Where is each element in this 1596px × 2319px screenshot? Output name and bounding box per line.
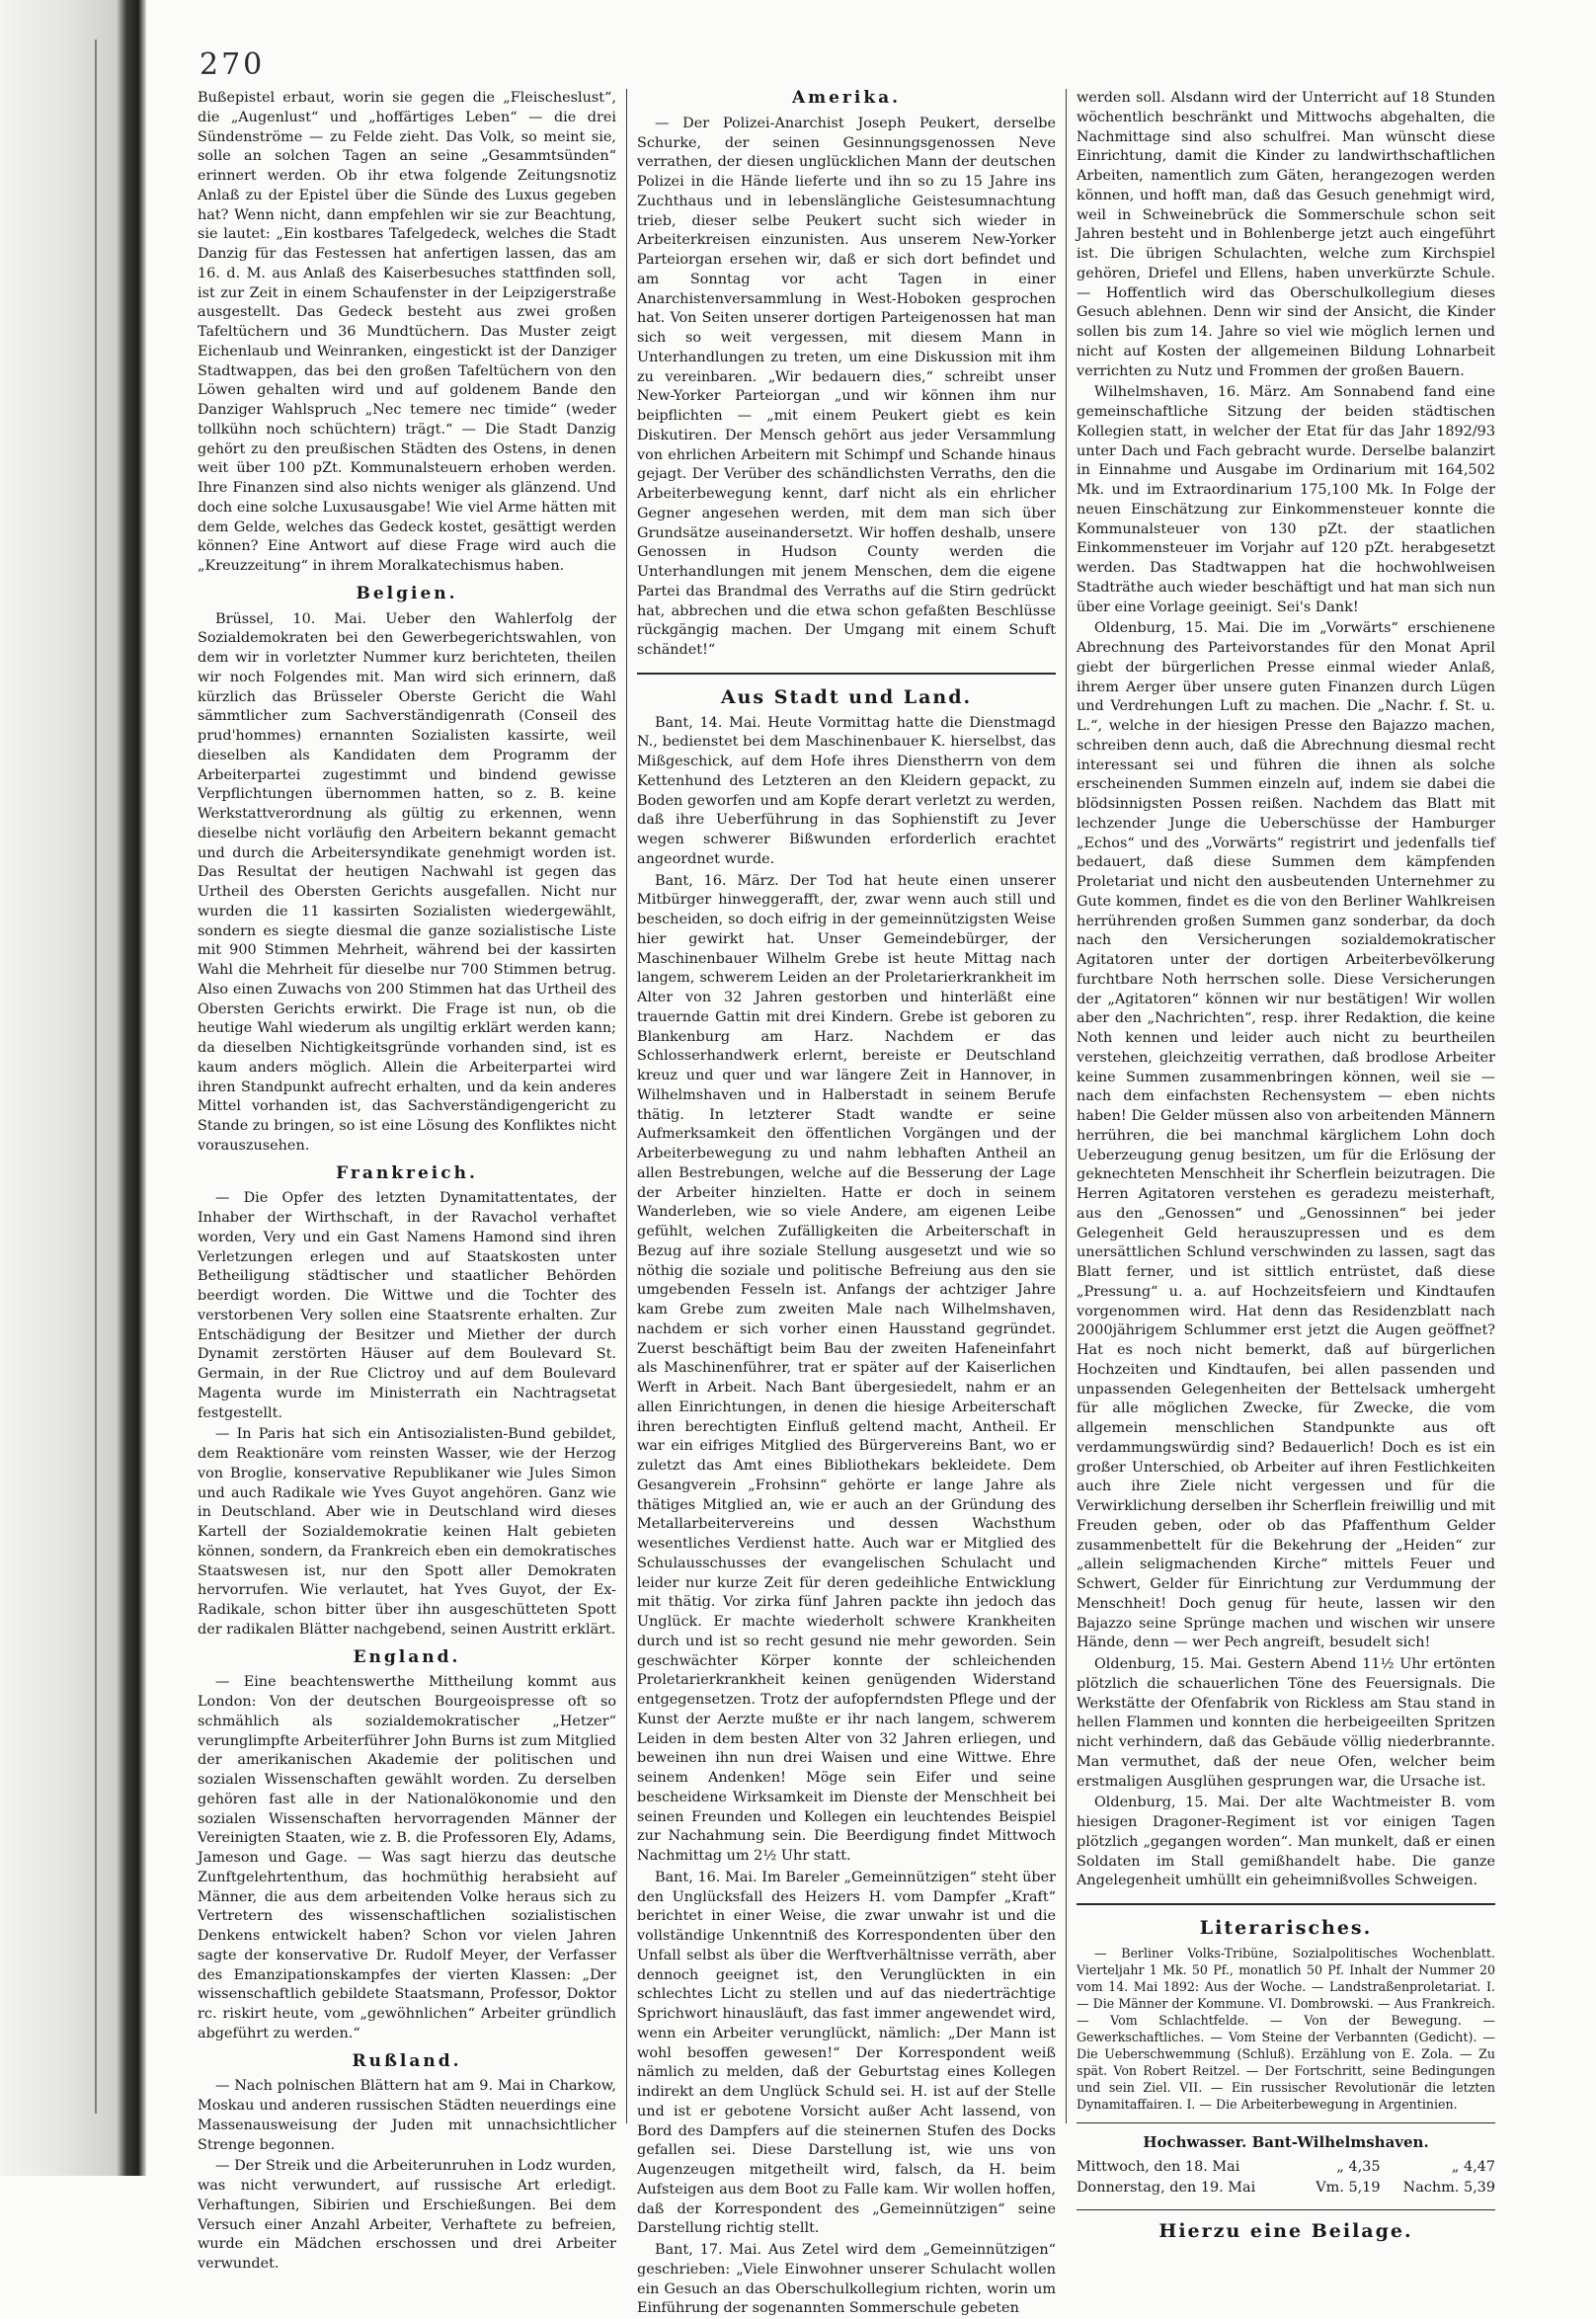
tide-morning: Vm. 5,19 [1316,2180,1381,2197]
article-paragraph: Bant, 14. Mai. Heute Vormittag hatte die Dienstmagd N., bedienstet bei dem Maschinenbauer K. hierselbst, das Mißgeschick, auf dem Hofe ihres Dienstherrn von dem Kettenhund des Letzteren an den Kleidern gepackt, zu Boden geworfen und am Kopfe derart verletzt zu werden, daß ihre Ueberführung in das Sophienstift zu Jever wegen schwerer Bißwunden erforderlich erachtet angeordnet wurde. [637,714,1056,867]
section-heading-england: England. [353,1646,461,1667]
supplement-notice: Hierzu eine Beilage. [1158,2220,1413,2242]
article-paragraph: Bant, 16. März. Der Tod hat heute einen unserer Mitbürger hinweggerafft, der, zwar wenn auch still und bescheiden, so doch eifrig in der gemeinnützigsten Weise hier gewirkt hat. Unser Gemeindebürger, der Maschinenbauer Wilhelm Grebe ist heute Mittag nach langem, schwerem Leiden an der Proletarierkrankheit im Alter von 32 Jahren gestorben und hinterläßt eine trauernde Gattin mit drei Kindern. Grebe ist geboren zu Blankenburg am Harz. Nachdem er das Schlosserhandwerk erlernt, bereiste er Deutschland kreuz und quer und war längere Zeit in Hannover, in Wilhelmshaven und in Halberstadt in seinem Berufe thätig. In letzterer Stadt wandte er seine Aufmerksamkeit den öffentlichen Vorgängen und der Arbeiterbewegung zu und nahm lebhaften Antheil an allen Bestrebungen, welche auf die Besserung der Lage der Arbeiter hinzielten. Hatte er doch in seinem Wanderleben, wie so viele Andere, am eigenen Leibe gefühlt, welchen Zufälligkeiten die Arbeiterschaft in Bezug auf ihre soziale Stellung ausgesetzt und wie so nöthig die soziale und politische Befreiung aus den sie umgebenden Fesseln ist. Anfangs der achtziger Jahre kam Grebe zum zweiten Male nach Wilhelmshaven, nachdem er sich vorher einen Hausstand gegründet. Zuerst beschäftigt beim Bau der zweiten Hafeneinfahrt als Maschinenführer, trat er später auf der Kaiserlichen Werft in Arbeit. Nach Bant übergesiedelt, nahm er an allen Einrichtungen, in denen die hiesige Arbeiterschaft ihren berechtigten Einfluß geltend macht, Antheil. Er war ein eifriges Mitglied des Bürgervereins Bant, wo er zuletzt das Amt eines Bibliothekars bekleidete. Dem Gesangverein „Frohsinn“ gehörte er lange Jahre als thätiges Mitglied an, wie er auch an der Gründung des Metallarbeitervereins und dessen Wachsthum wesentliches Verdienst hatte. Auch war er Mitglied des Schulausschusses der evangelischen Schulacht und leider nur kurze Zeit für deren gedeihliche Entwicklung mit thätig. Vor zirka fünf Jahren packte ihn jedoch das Unglück. Er machte wiederholt schwere Krankheiten durch und ist so recht gesund nie mehr geworden. Sein geschwächter Körper konnte der schleichenden Proletarierkrankheit keinen genügenden Widerstand entgegensetzen. Trotz der aufopferndsten Pflege und der Kunst der Aerzte mußte er ihr nach langem, schwerem Leiden in dem besten Alter von 32 Jahren erliegen, und beweinen ihn nun drei Waisen und eine Wittwe. Ehre seinem Andenken! Möge sein Eifer und seine bescheidene Wirksamkeit im Dienste der Menschheit bei seinen Freunden und Kollegen ein leuchtendes Beispiel zur Nachahmung sein. Die Beerdigung findet Mittwoch Nachmittag um 2½ Uhr statt. [637,872,1056,1864]
column-1 [198,89,616,2272]
article-paragraph: — Eine beachtenswerthe Mittheilung kommt aus London: Von der deutschen Bourgeoispresse oft so schmählich als sozialdemokratischer „Hetzer“ verunglimpfte Arbeiterführer John Burns ist zum Mitglied der amerikanischen Akademie der politischen und sozialen Wissenschaften gewählt worden. Zu derselben gehören fast alle in der Nationalökonomie und den sozialen Wissenschaften hervorragenden Männer der Vereinigten Staaten, wie z. B. die Professoren Ely, Adams, Jameson und Gage. — Was sagt hierzu das deutsche Zunftgelehrtenthum, das hochmüthig herabsieht auf Männer, die aus dem arbeitenden Volke heraus sich zu Vertretern des wissenschaftlichen sozialistischen Denkens entwickelt haben? Schon vor vielen Jahren sagte der konservative Dr. Rudolf Meyer, der Verfasser des Emanzipationskampfes der vierten Klassen: „Der wissenschaftlich gebildete Staatsmann, Professor, Doktor rc. riskirt heute, vom „gewöhnlichen“ Arbeiter gründlich abgeführt zu werden.“ [198,1674,616,2041]
article-paragraph: Oldenburg, 15. Mai. Die im „Vorwärts“ erschienene Abrechnung des Parteivorstandes für den Monat April giebt der bürgerlichen Presse einmal wieder Anlaß, ihrem Aerger über unsere guten Finanzen durch Lügen und Verdrehungen Luft zu machen. Die „Nachr. f. St. u. L.“, welche in der hiesigen Presse den Bajazzo machen, schreiben denn auch, daß die Abrechnung diesmal recht interessant sei und führen die ihnen als solche erscheinenden Summen einzeln auf, indem sie dabei die blödsinnigsten Possen reißen. Nachdem das Blatt mit lechzender Junge die Ueberschüsse der Hamburger „Echos“ und des „Vorwärts“ registrirt und jedenfalls tief bedauert, daß diese Summen dem kämpfenden Proletariat und nicht den ausbeutenden Unternehmer zu Gute kommen, findet es die von den Berliner Wahlkreisen herrührenden großen Summen ganz sonderbar, da doch nach den Versicherungen sozialdemokratischer Agitatoren unter der dortigen Arbeiterbevölkerung furchtbare Noth herrschen solle. Diese Versicherungen der „Agitatoren“ können wir nur bestätigen! Wir wollen aber den „Nachrichten“, resp. ihrer Redaktion, die keine Noth kennen und leider auch nicht zu beurtheilen verstehen, gleichzeitig verrathen, daß brodlose Arbeiter keine Summen zusammenbringen können, weil sie — nach dem einfachsten Rechensystem — eben nichts haben! Die Gelder müssen also von arbeitenden Männern herrühren, die bei manchmal kärglichem Lohn doch Ueberzeugung genug besitzen, um für die Erlösung der geknechteten Menschheit ihr Scherflein beizutragen. Die Herren Agitatoren verstehen es geradezu meisterhaft, aus den „Genossen“ und „Genossinnen“ bei jeder Gelegenheit Geld herauszupressen und es dem unersättlichen Schlund verschwinden zu lassen, sagt das Blatt ferner, und ist sittlich entrüstet, daß diese „Pressung“ u. a. auf Hochzeitsfeiern und Kindtaufen vorgenommen wird. Hat denn das Residenzblatt nach 2000jährigem Schlummer erst jetzt die Augen geöffnet? Hat es noch nicht bemerkt, daß auf bürgerlichen Hochzeiten und Kindtaufen, bei allen passenden und unpassenden Gelegenheiten der Bettelsack umhergeht für alle möglichen Zwecke, für Zwecke, die vom allgemein menschlichen Standpunkte aus oft verdammungswürdig sind? Bedauerlich! Doch es ist ein großer Unterschied, ob Arbeiter auf ihren Festlichkeiten auch ihre Ziele nicht vergessen und für die Verwirklichung derselben ihr Scherflein freiwillig und mit Freuden geben, oder ob das Pfaffenthum Gelder zusammenbettelt für die Bekehrung der „Heiden“ zur „allein seligmachenden Kirche“ mittels Feuer und Schwert, Gelder für Einrichtung zur Verdummung der Menschheit! Doch genug für heute, lassen wir den Bajazzo seine Sprünge machen und wischen wir unsere Hände, denn — wer Pech angreift, besudelt sich! [1077,620,1495,1651]
tide-evening: Nachm. 5,39 [1402,2180,1495,2197]
section-heading-stadt-und-land: Aus Stadt und Land. [720,685,973,708]
article-paragraph: Bant, 17. Mai. Aus Zetel wird dem „Gemeinnützigen“ geschrieben: „Viele Einwohner unserer Schulacht wollen ein Gesuch an das Oberschulkollegium richten, worin um Einführung der sogenannten Sommerschule gebeten [637,2242,1056,2317]
table-row [1077,2157,1495,2179]
section-divider [1077,2209,1495,2210]
article-paragraph: — Der Polizei-Anarchist Joseph Peukert, derselbe Schurke, der seinen Gesinnungsgenossen Neve verrathen, der diesen unglücklichen Mann der deutschen Polizei in die Hände lieferte und ihn so zu 15 Jahre ins Zuchthaus und in lebenslängliche Geistesumnachtung trieb, dieser selbe Peukert sucht sich wieder in Arbeiterkreisen einzunisten. Aus unserem New-Yorker Parteiorgan ersehen wir, daß er sich dort befindet und am Sonntag vor acht Tagen in einer Anarchistenversammlung in West-Hoboken gesprochen hat. Von Seiten unserer dortigen Parteigenossen hat man sich so weit vergessen, mit diesem Mann in Unterhandlungen zu treten, um eine Diskussion mit ihm zu vereinbaren. „Wir bedauern dies,“ schreibt unser New-Yorker Parteiorgan „und wir können ihm nur beipflichten — „mit einem Peukert giebt es kein Diskutiren. Der Mensch gehört aus jeder Versammlung von ehrlichen Arbeitern mit Schimpf und Schande hinaus gejagt. Der Verüber des schändlichsten Verraths, den die Arbeiterbewegung kennt, darf nicht als ein ehrlicher Gegner angesehen werden, mit dem man sich über Grundsätze auseinandersetzt. Wir hoffen deshalb, unsere Genossen in Hudson County werden die Unterhandlungen mit jenem Menschen, dem die eigene Partei das Brandmal des Verraths auf die Stirn gedrückt hat, abbrechen und die etwa schon gefaßten Beschlüsse rückgängig machen. Der Umgang mit einem Schuft schändet!“ [637,115,1056,658]
book-binding-edge [0,0,146,2176]
tide-table-title: Hochwasser. Bant-Wilhelmshaven. [1143,2132,1429,2151]
article-paragraph: Bußepistel erbaut, worin sie gegen die „Fleischeslust“, die „Augenlust“ und „hoffärtiges Leben“ — die drei Sündenströme — zu Felde zieht. Das Volk, so meint sie, solle an solchen Tagen an seine „Gesammtsünden“ erinnert werden. Ob ihr etwa folgende Zeitungsnotiz Anlaß zu der Epistel über die Sünde des Luxus gegeben hat? Wenn nicht, dann empfehlen wir sie zur Beachtung, sie lautet: „Ein kostbares Tafelgedeck, welches die Stadt Danzig für das Festessen hat anfertigen lassen, das am 16. d. M. aus Anlaß des Kaiserbesuches stattfinden soll, ist zur Zeit in einem Schaufenster in der Leipzigerstraße ausgestellt. Das Gedeck besteht aus zwei großen Tafeltüchern und 36 Mundtüchern. Das Muster zeigt Eichenlaub und Weinranken, eingestickt ist der Danziger Stadtwappen, das bei den großen Tafeltüchern von den Löwen gehalten wird und auf goldenem Bande den Danziger Wahlspruch „Nec temere nec timide“ (weder tollkühn noch schüchtern) trägt.“ — Die Stadt Danzig gehört zu den preußischen Städten des Ostens, in denen weit über 100 pZt. Kommunalsteuern erhoben werden. Ihre Finanzen sind also nichts weniger als glänzend. Und doch eine solche Luxusausgabe! Wie viel Arme hätten mit dem Gelde, welches das Gedeck kostet, gesättigt werden können? Eine Antwort auf diese Frage wird auch die „Kreuzzeitung“ in ihrem Moralkatechismus haben. [198,90,616,574]
article-paragraph: werden soll. Alsdann wird der Unterricht auf 18 Stunden wöchentlich beschränkt und Mittwochs abgehalten, die Nachmittage sind also schulfrei. Man wünscht diese Einrichtung, damit die Kinder zu landwirthschaftlichen Arbeiten, namentlich zum Gäten, herangezogen werden können, und hofft man, daß das Gesuch genehmigt wird, weil in Schweinebrück die Sommerschule schon seit Jahren besteht und in Bohlenberge jetzt auch eingeführt ist. Die übrigen Schulachten, welche zum Kirchspiel gehören, Driefel und Ellens, haben unverkürzte Schule. — Hoffentlich wird das Oberschulkollegium dieses Gesuch ablehnen. Denn wir sind der Ansicht, die Kinder sollen bis zum 14. Jahre so viel wie möglich lernen und nicht auf Kosten der allgemeinen Bildung Lohnarbeit verrichten zu Nutz und Frommen der großen Bauern. [1077,90,1495,379]
article-paragraph: Oldenburg, 15. Mai. Gestern Abend 11½ Uhr ertönten plötzlich die schauerlichen Töne des Feuersignals. Die Werkstätte der Ofenfabrik von Rickless am Stau stand in hellen Flammen und konnten die herbeigeeilten Spritzen nicht verhindern, daß das Gebäude völlig niederbrannte. Man vermuthet, daß der neue Ofen, welcher beim erstmaligen Ausglühen gesprungen war, die Ursache ist. [1077,1656,1495,1790]
article-paragraph: Bant, 16. Mai. Im Bareler „Gemeinnützigen“ steht über den Unglücksfall des Heizers H. vom Dampfer „Kraft“ berichtet in einer Weise, die zwar unwahr ist und die vollständige Unkenntniß des Korrespondenten über den Unfall selbst als über die Werftverhältnisse verräth, aber dennoch geeignet ist, den Verunglückten in ein schlechtes Licht zu stellen und auf das niederträchtige Sprichwort hinausläuft, das fast immer angewendet wird, wenn ein Arbeiter verunglückt, nämlich: „Der Mann ist wohl besoffen gewesen!“ Der Korrespondent weiß nämlich zu melden, daß der Geburtstag eines Kollegen indirekt an dem Unglück Schuld sei. H. ist auf der Stelle und ist er gebotene Vorsicht außer Acht lassend, von Bord des Dampfers auf die steinernen Stufen des Docks gefallen sei. Diese Darstellung ist, wie uns von Augenzeugen mitgetheilt wird, falsch, da H. beim Aufsteigen aus dem Boot zu Falle kam. Wir wollen hoffen, daß der Korrespondent des „Gemeinnützigen“ seine Darstellung richtig stellt. [637,1869,1056,2237]
tide-day: Donnerstag, den 19. Mai [1077,2180,1256,2197]
section-heading-amerika: Amerika. [791,88,902,108]
binding-rule [95,40,97,2114]
column-rule-1 [626,89,627,2123]
section-heading-frankreich: Frankreich. [336,1162,478,1183]
column-rule-2 [1066,89,1067,2123]
tide-evening: „ 4,47 [1451,2158,1495,2175]
article-paragraph: — Nach polnischen Blättern hat am 9. Mai in Charkow, Moskau und anderen russischen Städten neuerdings eine Massenausweisung der Juden mit unnachsichtlicher Strenge begonnen. [198,2078,616,2153]
article-paragraph: Brüssel, 10. Mai. Ueber den Wahlerfolg der Sozialdemokraten bei den Gewerbegerichtswahlen, von dem wir in vorletzter Nummer kurz berichteten, theilen wir noch Folgendes mit. Man wird sich erinnern, daß kürzlich das Brüsseler Oberste Gericht die Wahl sämmtlicher zum Sachverständigenrath (Conseil des prud'hommes) ernannten Sozialisten kassirte, weil dieselben als Kandidaten dem Programm der Arbeiterpartei zugestimmt und bindend gewisse Verpflichtungen übernommen hatten, so z. B. keine Werkstattverordnung als gültig zu erkennen, wenn dieselbe nicht vorläufig den Arbeitern bekannt gemacht und durch die Arbeitersyndikate genehmigt worden ist. Das Resultat der heutigen Nachwahl ist gegen das Urtheil des Obersten Gerichts ausgefallen. Nicht nur wurden die 11 kassirten Sozialisten wiedergewählt, sondern es siegte diesmal die ganze sozialistische Liste mit 900 Stimmen Mehrheit, während bei der kassirten Wahl die Mehrheit für dieselbe nur 700 Stimmen betrug. Also einen Zuwachs von 200 Stimmen hat das Urtheil des Obersten Gerichts erwirkt. Die Frage ist nun, ob die heutige Wahl wiederum als ungiltig erklärt werden kann; da dieselben Nichtigkeitsgründe vorhanden sind, ist es kaum anders möglich. Allein die Arbeiterpartei wird ihren Standpunkt aufrecht erhalten, und da kein anderes Mittel vorhanden ist, das Sachverständigengericht zu Stande zu bringen, so ist eine Lösung des Konfliktes nicht vorauszusehen. [198,610,616,1154]
column-2 [637,88,1056,2317]
section-divider [637,673,1056,675]
tide-table [1077,2157,1495,2200]
article-paragraph: — Der Streik und die Arbeiterunruhen in Lodz wurden, was nicht verwundert, auf russische Art erledigt. Verhaftungen, Sibirien und Erschießungen. Bei dem Versuch einer Anzahl Arbeiter, Verhaftete zu befreien, wurde ein Mädchen erschossen und drei Arbeiter verwundet. [198,2158,616,2272]
section-divider [1077,1903,1495,1905]
tide-morning: „ 4,35 [1336,2158,1381,2175]
article-paragraph: Oldenburg, 15. Mai. Der alte Wachtmeister B. vom hiesigen Dragoner-Regiment ist vor einigen Tagen plötzlich „gegangen worden“. Man munkelt, daß er einen Soldaten im Stall gemißhandelt habe. Die ganze Angelegenheit umhüllt ein geheimnißvolles Schweigen. [1077,1795,1495,1889]
newspaper-page [198,88,1511,2317]
page-number: 270 [200,47,266,82]
article-paragraph: — In Paris hat sich ein Antisozialisten-Bund gebildet, dem Reaktionäre vom reinsten Wasser, wie der Herzog von Broglie, konservative Republikaner wie Jules Simon und auch Radikale wie Yves Guyot angehören. Ganz wie in Deutschland. Aber wie in Deutschland wird dieses Kartell der Sozialdemokratie keinen Halt gebieten können, sondern, da Frankreich eben ein demokratisches Staatswesen ist, nur den Spott aller Demokraten hervorrufen. Wie verlautet, hat Yves Guyot, der Ex-Radikale, schon bitter über ihn ausgeschütteten Spott der radikalen Blätter nachgebend, seinen Austritt erklärt. [198,1426,616,1638]
section-heading-literarisches: Literarisches. [1199,1917,1373,1939]
article-paragraph: Wilhelmshaven, 16. März. Am Sonnabend fand eine gemeinschaftliche Sitzung der beiden städtischen Kollegien statt, in welcher der Etat für das Jahr 1892/93 unter Dach und Fach gebracht wurde. Derselbe balanzirt in Einnahme und Ausgabe im Ordinarium mit 164,502 Mk. und im Extraordinarium 175,100 Mk. In Folge der neuen Einschätzung zur Einkommensteuer konnte die Kommunalsteuer von 130 pZt. der staatlichen Einkommensteuer im Vorjahr auf 120 pZt. herabgesetzt werden. Das Stadtwappen hat die hochwohlweisen Stadträthe auch wieder beschäftigt und hat man sich nun über eine Vorlage geeinigt. Sei's Dank! [1077,384,1495,615]
section-divider [1077,2122,1495,2123]
section-heading-russland: Rußland. [352,2050,462,2071]
section-heading-belgien: Belgien. [356,583,458,603]
table-row [1077,2178,1495,2199]
tide-day: Mittwoch, den 18. Mai [1077,2158,1240,2175]
literature-notice: — Berliner Volks-Tribüne, Sozialpolitisches Wochenblatt. Vierteljahr 1 Mk. 50 Pf., monatlich 50 Pf. Inhalt der Nummer 20 vom 14. Mai 1892: Aus der Woche. — Landstraßenproletariat. I. — Die Männer der Kommune. VI. Dombrowski. — Aus Frankreich. — Vom Schlachtfelde. — Von der Bewegung. — Gewerkschaftliches. — Vom Steine der Verbannten (Gedicht). — Die Ueberschwemmung (Schluß). Erzählung von E. Zola. — Zu spät. Von Robert Reitzel. — Der Fortschritt, seine Bedingungen und sein Ziel. VII. — Ein russischer Revolutionär die letzten Dynamitaffairen. I. — Die Arbeiterbewegung in Argentinien. [1077,1945,1495,2112]
column-3 [1077,89,1495,2242]
article-paragraph: — Die Opfer des letzten Dynamitattentates, der Inhaber der Wirthschaft, in der Ravachol verhaftet worden, Very und ein Gast Namens Hamond sind ihren Verletzungen erlegen und auf Staatskosten unter Betheiligung städtischer und staatlicher Behörden beerdigt worden. Die Wittwe und die Tochter des verstorbenen Very sollen eine Staatsrente erhalten. Zur Entschädigung der Besitzer und Miether der durch Dynamit zerstörten Häuser auf dem Boulevard St. Germain, in der Rue Clictroy und auf dem Boulevard Magenta wurde im Ministerrath ein Nachtragsetat festgestellt. [198,1190,616,1421]
